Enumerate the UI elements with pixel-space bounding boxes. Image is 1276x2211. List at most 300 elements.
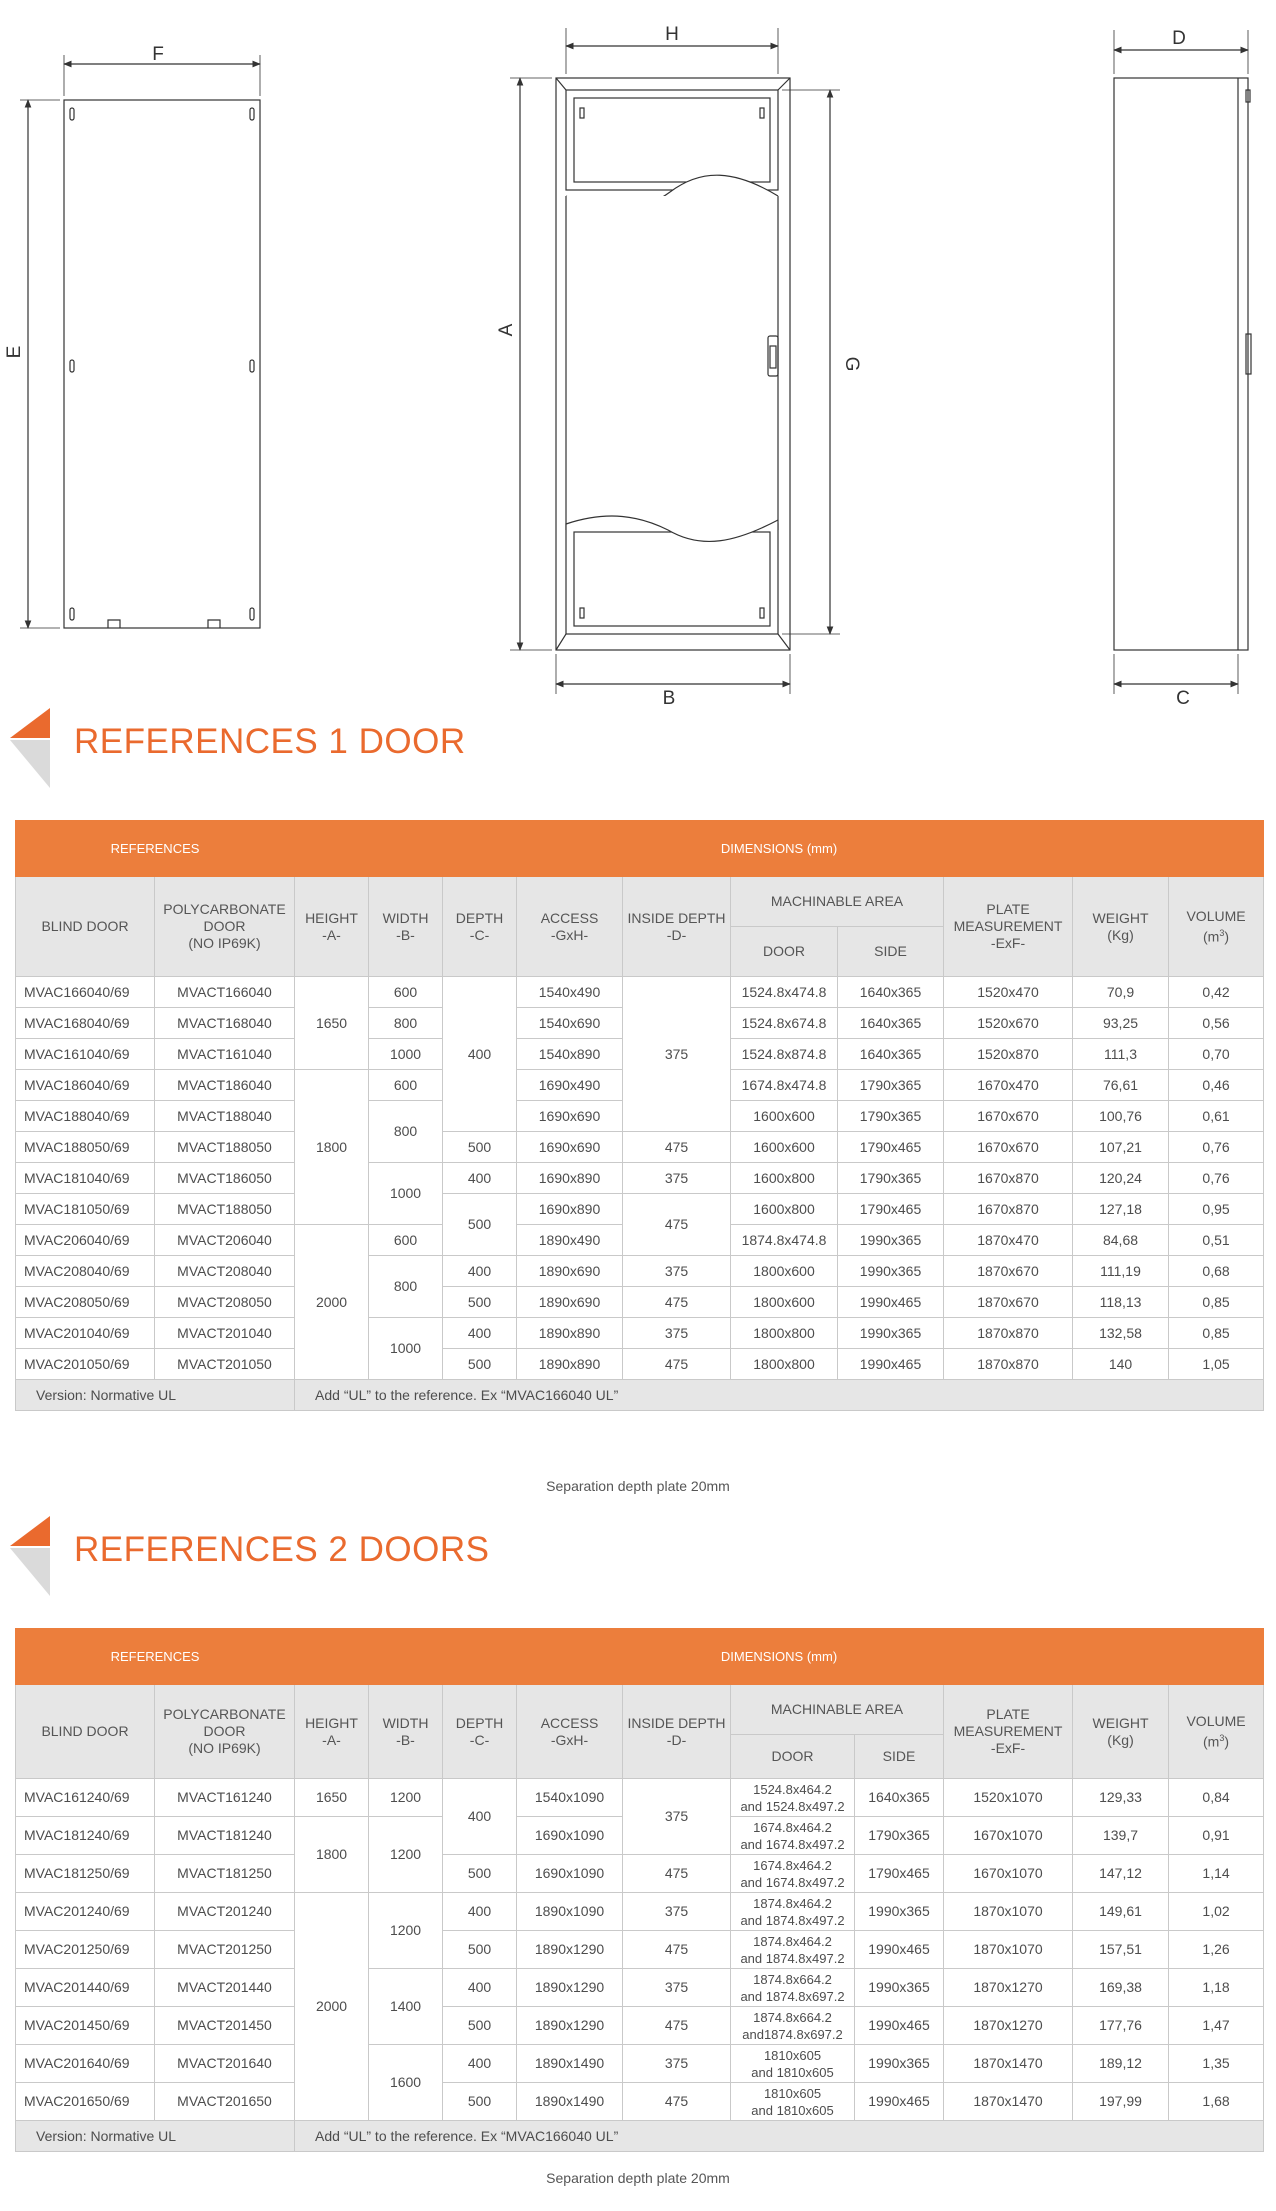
weight-cell: 118,13 [1073,1287,1169,1318]
inside-depth-cell: 375 [623,1779,731,1855]
access-cell: 1890x1290 [517,1969,623,2007]
inside-depth-cell: 475 [623,1855,731,1893]
volume-cell: 1,18 [1169,1969,1264,2007]
blind-door-ref: MVAC208040/69 [16,1256,155,1287]
header-volume: VOLUME $(m^3)$ [1169,1685,1264,1779]
table-row [16,2045,1264,2083]
height-cell: 2000 [295,1225,369,1380]
cabinet-technical-drawings [0,0,1276,720]
header-machinable-side: SIDE [855,1735,944,1779]
plate-cell: 1670x470 [944,1070,1073,1101]
depth-cell: 400 [443,1893,517,1931]
width-cell: 1000 [369,1318,443,1380]
blind-door-ref: MVAC188040/69 [16,1101,155,1132]
header-blind-door: BLIND DOOR [16,877,155,977]
weight-cell: 111,3 [1073,1039,1169,1070]
inside-depth-cell: 475 [623,2007,731,2045]
access-cell: 1890x490 [517,1225,623,1256]
plate-cell: 1870x870 [944,1349,1073,1380]
plate-cell: 1870x1270 [944,1969,1073,2007]
machinable-door-cell: 1524.8x874.8 [731,1039,838,1070]
access-cell: 1890x1290 [517,2007,623,2045]
machinable-side-cell: 1640x365 [838,977,944,1008]
plate-cell: 1520x670 [944,1008,1073,1039]
machinable-door-cell: 1600x800 [731,1194,838,1225]
machinable-door-cell: 1600x600 [731,1101,838,1132]
width-cell: 1200 [369,1893,443,1969]
machinable-side-cell: 1990x365 [855,1893,944,1931]
plate-cell: 1870x1470 [944,2045,1073,2083]
table-row [16,1349,1264,1380]
volume-cell: 0,85 [1169,1287,1264,1318]
volume-cell: 0,68 [1169,1256,1264,1287]
plate-cell: 1520x870 [944,1039,1073,1070]
polycarbonate-ref: MVACT188050 [155,1194,295,1225]
header-inside-depth: INSIDE DEPTH -D- [623,877,731,977]
weight-cell: 70,9 [1073,977,1169,1008]
front-view-drawing [510,28,840,694]
table-row [16,1779,1264,1817]
table-row [16,2083,1264,2121]
volume-cell: 1,02 [1169,1893,1264,1931]
polycarbonate-ref: MVACT208040 [155,1256,295,1287]
volume-cell: 1,05 [1169,1349,1264,1380]
polycarbonate-ref: MVACT201240 [155,1893,295,1931]
machinable-side-cell: 1790x465 [855,1855,944,1893]
weight-cell: 127,18 [1073,1194,1169,1225]
machinable-side-cell: 1640x365 [838,1008,944,1039]
weight-cell: 157,51 [1073,1931,1169,1969]
width-cell: 600 [369,977,443,1008]
polycarbonate-ref: MVACT168040 [155,1008,295,1039]
plate-cell: 1670x670 [944,1132,1073,1163]
header-dimensions: DIMENSIONS (mm) [295,821,1264,877]
header-weight: WEIGHT (Kg) [1073,877,1169,977]
inside-depth-cell: 475 [623,1349,731,1380]
header-depth: DEPTH -C- [443,1685,517,1779]
table-row [16,1931,1264,1969]
blind-door-ref: MVAC188050/69 [16,1132,155,1163]
machinable-side-cell: 1990x465 [838,1287,944,1318]
depth-cell: 500 [443,2083,517,2121]
machinable-door-cell: 1874.8x664.2 and 1874.8x697.2 [731,1969,855,2007]
volume-cell: 0,91 [1169,1817,1264,1855]
machinable-side-cell: 1990x465 [838,1349,944,1380]
plate-cell: 1870x1070 [944,1893,1073,1931]
height-cell: 2000 [295,1893,369,2121]
machinable-side-cell: 1990x365 [855,1969,944,2007]
volume-cell: 0,42 [1169,977,1264,1008]
inside-depth-cell: 375 [623,1163,731,1194]
machinable-side-cell: 1790x465 [838,1194,944,1225]
inside-depth-cell: 375 [623,1893,731,1931]
table-row [16,1194,1264,1225]
access-cell: 1690x890 [517,1194,623,1225]
depth-cell: 400 [443,1163,517,1194]
side-view-drawing [1114,30,1251,694]
header-height: HEIGHT -A- [295,1685,369,1779]
access-cell: 1690x1090 [517,1817,623,1855]
dim-label-c: C [1176,688,1190,709]
table-row [16,1132,1264,1163]
blind-door-ref: MVAC201450/69 [16,2007,155,2045]
header-machinable-door: DOOR [731,927,838,977]
machinable-door-cell: 1800x600 [731,1287,838,1318]
blind-door-ref: MVAC201650/69 [16,2083,155,2121]
weight-cell: 132,58 [1073,1318,1169,1349]
width-cell: 1600 [369,2045,443,2121]
machinable-side-cell: 1990x365 [838,1256,944,1287]
plate-cell: 1870x1270 [944,2007,1073,2045]
inside-depth-cell: 375 [623,2045,731,2083]
machinable-side-cell: 1990x365 [838,1318,944,1349]
table-row [16,1893,1264,1931]
depth-cell: 500 [443,1855,517,1893]
plate-cell: 1870x1470 [944,2083,1073,2121]
weight-cell: 147,12 [1073,1855,1169,1893]
references-2-doors-table [15,1628,1264,2152]
width-cell: 1200 [369,1779,443,1817]
blind-door-ref: MVAC201250/69 [16,1931,155,1969]
separation-depth-caption: Separation depth plate 20mm [546,1478,730,1494]
weight-cell: 84,68 [1073,1225,1169,1256]
inside-depth-cell: 475 [623,1132,731,1163]
orange-flag-icon [10,1516,50,1596]
machinable-door-cell: 1810x605 and 1810x605 [731,2083,855,2121]
blind-door-ref: MVAC161240/69 [16,1779,155,1817]
access-cell: 1690x890 [517,1163,623,1194]
depth-cell: 500 [443,1132,517,1163]
polycarbonate-ref: MVACT166040 [155,977,295,1008]
polycarbonate-ref: MVACT161240 [155,1779,295,1817]
table-row [16,1287,1264,1318]
depth-cell: 400 [443,1969,517,2007]
dim-label-h: H [665,24,679,45]
inside-depth-cell: 475 [623,1931,731,1969]
access-cell: 1890x1490 [517,2045,623,2083]
machinable-side-cell: 1990x365 [838,1225,944,1256]
polycarbonate-ref: MVACT201650 [155,2083,295,2121]
inside-depth-cell: 375 [623,1256,731,1287]
polycarbonate-ref: MVACT181240 [155,1817,295,1855]
machinable-door-cell: 1600x800 [731,1163,838,1194]
blind-door-ref: MVAC161040/69 [16,1039,155,1070]
volume-cell: 1,35 [1169,2045,1264,2083]
weight-cell: 120,24 [1073,1163,1169,1194]
volume-cell: 0,76 [1169,1163,1264,1194]
header-access: ACCESS -GxH- [517,1685,623,1779]
dim-label-g: G [841,356,862,372]
references-1-door-table [15,820,1264,1411]
depth-cell: 400 [443,1256,517,1287]
machinable-side-cell: 1640x365 [855,1779,944,1817]
header-volume: VOLUME $(m^3)$ [1169,877,1264,977]
section-2-heading [10,1516,610,1596]
width-cell: 1000 [369,1163,443,1225]
access-cell: 1890x690 [517,1256,623,1287]
volume-cell: 0,76 [1169,1132,1264,1163]
access-cell: 1690x490 [517,1070,623,1101]
header-machinable-side: SIDE [838,927,944,977]
header-width: WIDTH -B- [369,1685,443,1779]
section-1-heading [10,708,610,788]
weight-cell: 149,61 [1073,1893,1169,1931]
width-cell: 800 [369,1101,443,1163]
volume-cell: 0,51 [1169,1225,1264,1256]
dim-label-e: E [4,345,25,359]
access-cell: 1890x690 [517,1287,623,1318]
volume-cell: 1,47 [1169,2007,1264,2045]
depth-cell: 400 [443,2045,517,2083]
machinable-door-cell: 1524.8x674.8 [731,1008,838,1039]
machinable-door-cell: 1874.8x464.2 and 1874.8x497.2 [731,1893,855,1931]
plate-cell: 1670x670 [944,1101,1073,1132]
depth-cell: 500 [443,1931,517,1969]
access-cell: 1540x1090 [517,1779,623,1817]
polycarbonate-ref: MVACT201250 [155,1931,295,1969]
height-cell: 1800 [295,1817,369,1893]
blind-door-ref: MVAC201040/69 [16,1318,155,1349]
inside-depth-cell: 475 [623,1287,731,1318]
depth-cell: 400 [443,977,517,1132]
access-cell: 1890x1290 [517,1931,623,1969]
depth-cell: 500 [443,1287,517,1318]
polycarbonate-ref: MVACT201050 [155,1349,295,1380]
machinable-door-cell: 1674.8x464.2 and 1674.8x497.2 [731,1817,855,1855]
section-2-title: REFERENCES 2 DOORS [74,1530,490,1569]
weight-cell: 100,76 [1073,1101,1169,1132]
header-depth: DEPTH -C- [443,877,517,977]
weight-cell: 169,38 [1073,1969,1169,2007]
back-view-drawing [20,55,260,628]
height-cell: 1650 [295,1779,369,1817]
volume-cell: 0,95 [1169,1194,1264,1225]
volume-cell: 0,61 [1169,1101,1264,1132]
machinable-side-cell: 1990x465 [855,1931,944,1969]
access-cell: 1540x890 [517,1039,623,1070]
header-references: REFERENCES [16,821,295,877]
machinable-door-cell: 1874.8x664.2 and1874.8x697.2 [731,2007,855,2045]
blind-door-ref: MVAC201240/69 [16,1893,155,1931]
blind-door-ref: MVAC201440/69 [16,1969,155,2007]
header-plate-measurement: PLATE MEASUREMENT -ExF- [944,877,1073,977]
machinable-door-cell: 1524.8x474.8 [731,977,838,1008]
weight-cell: 111,19 [1073,1256,1169,1287]
width-cell: 1000 [369,1039,443,1070]
table-row [16,1163,1264,1194]
height-cell: 1800 [295,1070,369,1225]
machinable-side-cell: 1790x365 [855,1817,944,1855]
machinable-side-cell: 1990x365 [855,2045,944,2083]
header-plate-measurement: PLATE MEASUREMENT -ExF- [944,1685,1073,1779]
polycarbonate-ref: MVACT186050 [155,1163,295,1194]
blind-door-ref: MVAC208050/69 [16,1287,155,1318]
header-machinable-area: MACHINABLE AREA [731,1685,944,1735]
blind-door-ref: MVAC181050/69 [16,1194,155,1225]
machinable-door-cell: 1874.8x464.2 and 1874.8x497.2 [731,1931,855,1969]
width-cell: 600 [369,1070,443,1101]
blind-door-ref: MVAC201050/69 [16,1349,155,1380]
machinable-side-cell: 1640x365 [838,1039,944,1070]
access-cell: 1890x1490 [517,2083,623,2121]
access-cell: 1690x1090 [517,1855,623,1893]
header-dimensions: DIMENSIONS (mm) [295,1629,1264,1685]
polycarbonate-ref: MVACT188050 [155,1132,295,1163]
volume-cell: 1,26 [1169,1931,1264,1969]
dim-label-b: B [662,688,676,709]
height-cell: 1650 [295,977,369,1070]
inside-depth-cell: 375 [623,1318,731,1349]
polycarbonate-ref: MVACT161040 [155,1039,295,1070]
blind-door-ref: MVAC181250/69 [16,1855,155,1893]
header-polycarbonate-door: POLYCARBONATE DOOR (NO IP69K) [155,877,295,977]
machinable-door-cell: 1874.8x474.8 [731,1225,838,1256]
weight-cell: 139,7 [1073,1817,1169,1855]
machinable-side-cell: 1790x365 [838,1070,944,1101]
polycarbonate-ref: MVACT181250 [155,1855,295,1893]
plate-cell: 1520x470 [944,977,1073,1008]
table-row [16,1256,1264,1287]
machinable-door-cell: 1674.8x474.8 [731,1070,838,1101]
header-inside-depth: INSIDE DEPTH -D- [623,1685,731,1779]
machinable-door-cell: 1800x800 [731,1349,838,1380]
header-polycarbonate-door: POLYCARBONATE DOOR (NO IP69K) [155,1685,295,1779]
depth-cell: 500 [443,1194,517,1256]
weight-cell: 93,25 [1073,1008,1169,1039]
inside-depth-cell: 375 [623,977,731,1132]
header-width: WIDTH -B- [369,877,443,977]
access-cell: 1890x890 [517,1349,623,1380]
version-note: Version: Normative UL [16,2121,295,2152]
blind-door-ref: MVAC181040/69 [16,1163,155,1194]
weight-cell: 177,76 [1073,2007,1169,2045]
volume-cell: 0,84 [1169,1779,1264,1817]
orange-flag-icon [10,708,50,788]
dim-label-a: A [496,323,517,337]
plate-cell: 1870x670 [944,1287,1073,1318]
header-blind-door: BLIND DOOR [16,1685,155,1779]
machinable-side-cell: 1790x465 [838,1132,944,1163]
polycarbonate-ref: MVACT201440 [155,1969,295,2007]
header-access: ACCESS -GxH- [517,877,623,977]
blind-door-ref: MVAC181240/69 [16,1817,155,1855]
dim-label-d: D [1172,28,1186,49]
table-row [16,1969,1264,2007]
volume-cell: 0,70 [1169,1039,1264,1070]
machinable-side-cell: 1790x365 [838,1163,944,1194]
plate-cell: 1670x870 [944,1163,1073,1194]
inside-depth-cell: 375 [623,1969,731,2007]
blind-door-ref: MVAC168040/69 [16,1008,155,1039]
header-machinable-door: DOOR [731,1735,855,1779]
table-row [16,1318,1264,1349]
plate-cell: 1870x870 [944,1318,1073,1349]
plate-cell: 1870x1070 [944,1931,1073,1969]
table-note-row [16,2121,1264,2152]
machinable-side-cell: 1790x365 [838,1101,944,1132]
header-machinable-area: MACHINABLE AREA [731,877,944,927]
ul-reference-note: Add “UL” to the reference. Ex “MVAC166040 UL” [295,1380,1264,1411]
blind-door-ref: MVAC166040/69 [16,977,155,1008]
weight-cell: 129,33 [1073,1779,1169,1817]
machinable-door-cell: 1800x800 [731,1318,838,1349]
machinable-door-cell: 1524.8x464.2 and 1524.8x497.2 [731,1779,855,1817]
width-cell: 600 [369,1225,443,1256]
machinable-side-cell: 1990x465 [855,2007,944,2045]
weight-cell: 189,12 [1073,2045,1169,2083]
plate-cell: 1670x1070 [944,1855,1073,1893]
plate-cell: 1870x670 [944,1256,1073,1287]
weight-cell: 140 [1073,1349,1169,1380]
volume-cell: 1,14 [1169,1855,1264,1893]
depth-cell: 400 [443,1318,517,1349]
blind-door-ref: MVAC206040/69 [16,1225,155,1256]
polycarbonate-ref: MVACT201040 [155,1318,295,1349]
polycarbonate-ref: MVACT208050 [155,1287,295,1318]
machinable-side-cell: 1990x465 [855,2083,944,2121]
access-cell: 1690x690 [517,1101,623,1132]
volume-cell: 0,46 [1169,1070,1264,1101]
table-row [16,977,1264,1008]
depth-cell: 500 [443,2007,517,2045]
blind-door-ref: MVAC186040/69 [16,1070,155,1101]
volume-cell: 1,68 [1169,2083,1264,2121]
width-cell: 1400 [369,1969,443,2045]
access-cell: 1540x690 [517,1008,623,1039]
machinable-door-cell: 1600x600 [731,1132,838,1163]
header-references: REFERENCES [16,1629,295,1685]
inside-depth-cell: 475 [623,1194,731,1256]
access-cell: 1890x1090 [517,1893,623,1931]
inside-depth-cell: 475 [623,2083,731,2121]
table-note-row [16,1380,1264,1411]
polycarbonate-ref: MVACT188040 [155,1101,295,1132]
plate-cell: 1870x470 [944,1225,1073,1256]
volume-cell: 0,85 [1169,1318,1264,1349]
plate-cell: 1520x1070 [944,1779,1073,1817]
weight-cell: 76,61 [1073,1070,1169,1101]
polycarbonate-ref: MVACT201640 [155,2045,295,2083]
width-cell: 1200 [369,1817,443,1893]
access-cell: 1690x690 [517,1132,623,1163]
ul-reference-note: Add “UL” to the reference. Ex “MVAC166040 UL” [295,2121,1264,2152]
width-cell: 800 [369,1256,443,1318]
section-1-title: REFERENCES 1 DOOR [74,722,466,761]
plate-cell: 1670x870 [944,1194,1073,1225]
depth-cell: 400 [443,1779,517,1855]
machinable-door-cell: 1800x600 [731,1256,838,1287]
weight-cell: 197,99 [1073,2083,1169,2121]
width-cell: 800 [369,1008,443,1039]
polycarbonate-ref: MVACT201450 [155,2007,295,2045]
polycarbonate-ref: MVACT206040 [155,1225,295,1256]
dim-label-f: F [152,44,164,65]
polycarbonate-ref: MVACT186040 [155,1070,295,1101]
header-weight: WEIGHT (Kg) [1073,1685,1169,1779]
blind-door-ref: MVAC201640/69 [16,2045,155,2083]
plate-cell: 1670x1070 [944,1817,1073,1855]
separation-depth-caption: Separation depth plate 20mm [546,2170,730,2186]
weight-cell: 107,21 [1073,1132,1169,1163]
header-height: HEIGHT -A- [295,877,369,977]
machinable-door-cell: 1674.8x464.2 and 1674.8x497.2 [731,1855,855,1893]
depth-cell: 500 [443,1349,517,1380]
volume-cell: 0,56 [1169,1008,1264,1039]
table-row [16,1855,1264,1893]
machinable-door-cell: 1810x605 and 1810x605 [731,2045,855,2083]
table-row [16,2007,1264,2045]
access-cell: 1540x490 [517,977,623,1008]
